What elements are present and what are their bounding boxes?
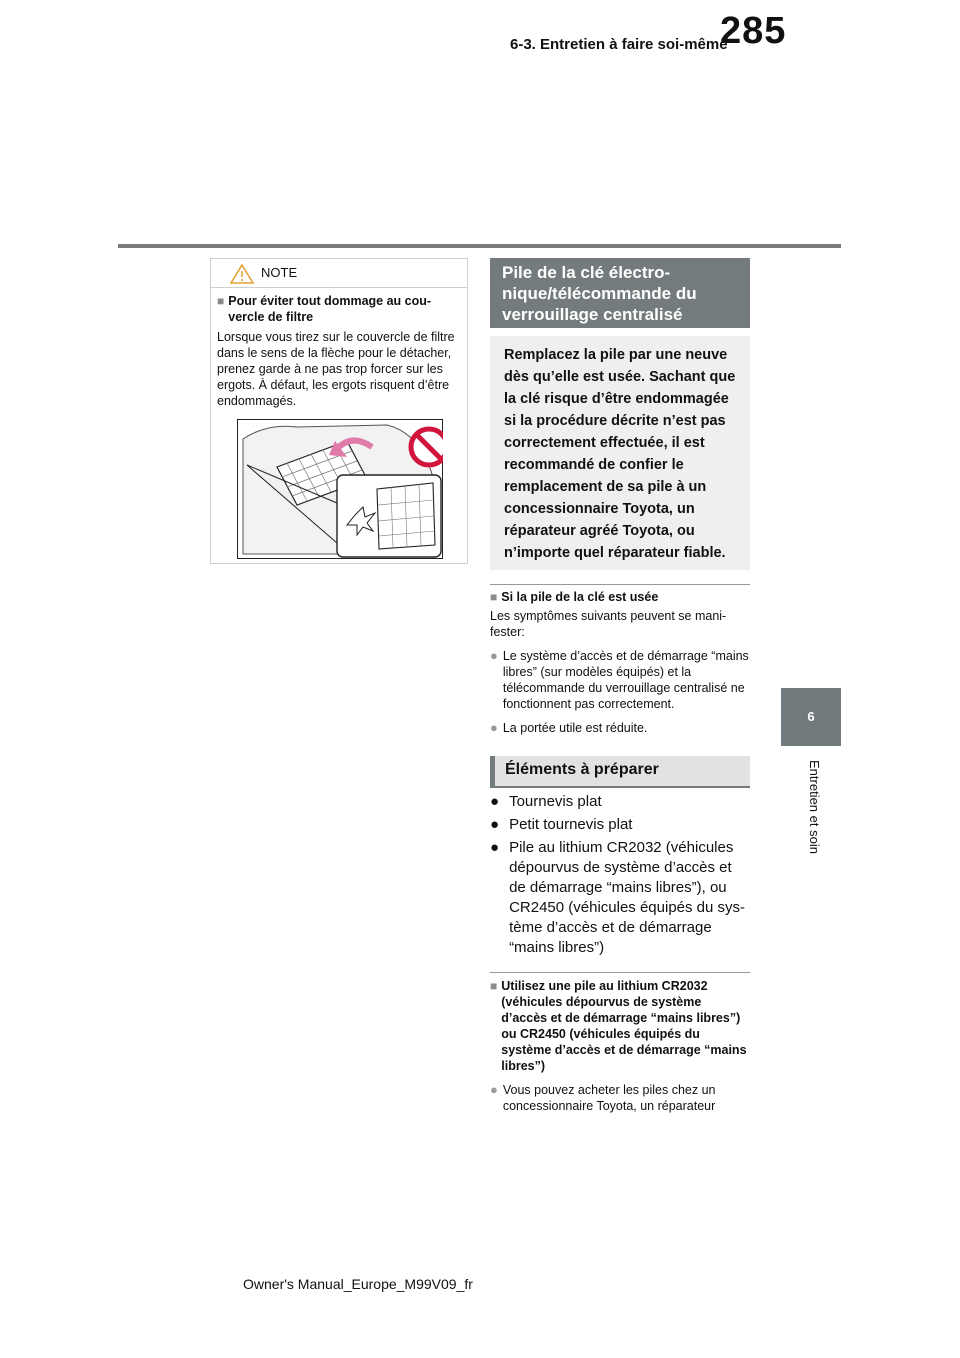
bullet-icon: ● xyxy=(490,816,500,833)
list-item xyxy=(490,792,752,812)
battery-section-title: Pile de la clé électro-nique/télécommande du verrouillage centralisé xyxy=(490,258,750,328)
bullet-icon: ● xyxy=(490,648,498,663)
worn-battery-heading xyxy=(490,590,750,604)
lithium-block xyxy=(490,972,750,1114)
chapter-label-text: Entretien et soin xyxy=(807,760,822,854)
bullet-icon: ● xyxy=(490,720,498,735)
list-item xyxy=(490,648,750,712)
note-text: Lorsque vous tirez sur le couvercle de filtre dans le sens de la flèche pour le détacher, prenez garde à ne pas trop forcer sur les ergots. À défaut, les ergots risquent d’être endommagés. xyxy=(217,330,455,408)
list-item xyxy=(490,838,752,958)
note-title: NOTE xyxy=(261,265,298,280)
filter-cover-illustration xyxy=(237,419,443,559)
footer-text: Owner's Manual_Europe_M99V09_fr xyxy=(243,1276,473,1292)
list-item-text: Le système d’accès et de démarrage “mains libres” (sur modèles équipés) et la télécommande du verrouillage centralisé ne fonctionnent pas correctement. xyxy=(502,649,749,711)
square-bullet-icon: ■ xyxy=(217,294,225,308)
note-box xyxy=(210,258,468,564)
items-section-title: Éléments à préparer xyxy=(490,756,750,788)
page-number: 285 xyxy=(720,10,787,52)
note-body xyxy=(217,293,463,409)
list-item-text: Pile au lithium CR2032 (véhicules dépourvus de système d’accès et de démarrage “mains libres”), ou CR2450 (véhicules équipés du sys-tème d’accès et de démarrage “mains libres”) xyxy=(509,839,746,956)
worn-battery-heading-text: Si la pile de la clé est usée xyxy=(501,590,659,604)
chapter-tab: 6 xyxy=(781,688,841,746)
list-item-text: La portée utile est réduite. xyxy=(502,721,648,735)
section-title: 6-3. Entretien à faire soi-même xyxy=(510,36,728,53)
note-subheading-text: Pour éviter tout dommage au cou-vercle de filtre xyxy=(228,294,432,324)
lithium-heading-text: Utilisez une pile au lithium CR2032 (véhicules dépourvus de système d’accès et de démarrage “mains libres”) ou CR2450 (véhicules équipés du système d’accès et de démarrage “mains libres”) xyxy=(501,979,747,1073)
list-item xyxy=(490,815,752,835)
warning-icon xyxy=(229,263,255,285)
list-item-text: Vous pouvez acheter les piles chez un concessionnaire Toyota, un réparateur xyxy=(502,1083,716,1113)
square-bullet-icon: ■ xyxy=(490,979,498,993)
note-header xyxy=(211,259,467,288)
worn-battery-text: Les symptômes suivants peuvent se mani-fester: xyxy=(490,609,727,639)
list-item xyxy=(490,720,750,736)
header-divider xyxy=(118,244,841,248)
worn-battery-block xyxy=(490,584,750,736)
divider xyxy=(490,972,750,973)
chapter-label xyxy=(796,760,826,870)
bullet-icon: ● xyxy=(490,839,500,856)
square-bullet-icon: ■ xyxy=(490,590,498,604)
bullet-icon: ● xyxy=(490,793,500,810)
note-subheading xyxy=(217,293,463,325)
bullet-icon: ● xyxy=(490,1082,498,1097)
lithium-heading xyxy=(490,978,750,1074)
items-list xyxy=(490,792,752,958)
list-item-text: Petit tournevis plat xyxy=(509,816,633,833)
battery-intro: Remplacez la pile par une neuve dès qu’elle est usée. Sachant que la clé risque d’être endommagée si la procédure décrite n’est pas correctement effectuée, il est recommandé de confier le remplacement de sa pile à un concessionnaire Toyota, un réparateur agréé Toyota, ou n’importe quel réparateur fiable. xyxy=(490,336,750,570)
list-item-text: Tournevis plat xyxy=(509,793,602,810)
divider xyxy=(490,584,750,585)
list-item xyxy=(490,1082,750,1114)
